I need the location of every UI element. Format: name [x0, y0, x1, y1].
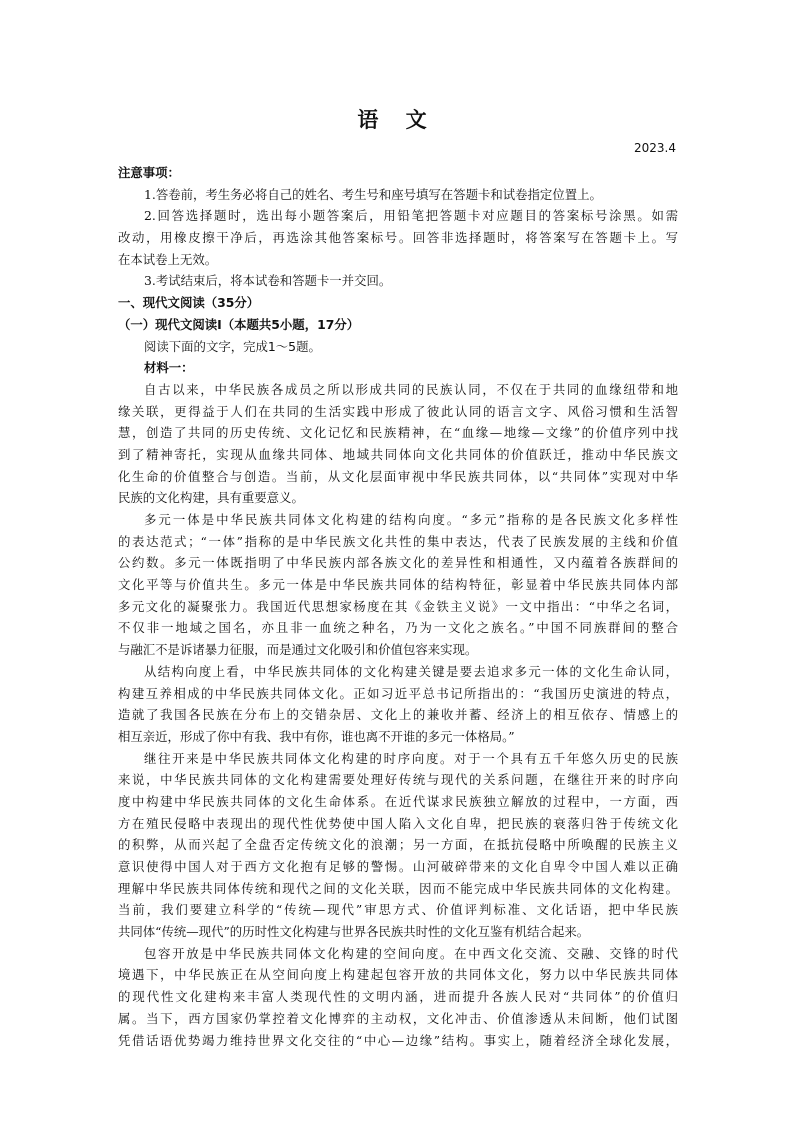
text-line: 材料一： — [144, 360, 194, 376]
text-line: 继往开来是中华民族共同体文化构建的时序向度。对于一个具有五千年悠久历史的民族 — [144, 750, 678, 766]
text-line: 的积弊，从而兴起了全盘否定传统文化的浪潮；另一方面，在抵抗侵略中所唤醒的民族主义 — [118, 837, 678, 853]
text-line: 注意事项： — [118, 165, 180, 180]
text-line: （一）现代文阅读Ⅰ（本题共5小题，17分） — [118, 316, 360, 332]
text-line: 在本试卷上无效。 — [118, 251, 218, 267]
text-line: 意识使得中国人对于西方文化抱有足够的警惕。山河破碎带来的文化自卑令中国人难以正确 — [118, 859, 678, 874]
text-line: 度中构建中华民族共同体的文化生命体系。在近代谋求民族独立解放的过程中，一方面，西 — [118, 793, 678, 809]
text-line: 1.答卷前，考生务必将自己的姓名、考生号和座号填写在答题卡和试卷指定位置上。 — [144, 186, 602, 202]
text-line: 构建互养相成的中华民族共同体文化。正如习近平总书记所指出的：“我国历史演进的特点， — [118, 685, 678, 701]
text-line: 缘关联，更得益于人们在共同的生活实践中形成了彼此认同的语言文字、风俗习惯和生活智 — [118, 403, 678, 419]
text-line: 多元一体是中华民族共同体文化构建的结构向度。“多元”指称的是各民族文化多样性 — [144, 512, 678, 527]
text-line: 文化平等与价值共生。多元一体是中华民族共同体的结构特征，彰显着中华民族共同体内部 — [118, 577, 678, 593]
text-line: 境遇下，中华民族正在从空间向度上构建起包容开放的共同体文化，努力以中华民族共同体 — [118, 967, 678, 983]
text-line: 属。当下，西方国家仍掌控着文化博弈的主动权，文化冲击、价值渗透从未间断，他们试图 — [118, 1010, 678, 1026]
text-line: 自古以来，中华民族各成员之所以形成共同的民族认同，不仅在于共同的血缘纽带和地 — [144, 381, 678, 397]
text-line: 一、现代文阅读（35分） — [118, 295, 260, 311]
text-line: 不仅非一地域之国名，亦且非一血统之种名，乃为一文化之族名。”中国不同族群间的整合 — [118, 620, 678, 636]
text-line: 公约数。多元一体既指明了中华民族内部各族文化的差异性和相通性，又内蕴着各族群间的 — [118, 555, 678, 571]
text-line: 从结构向度上看，中华民族共同体的文化构建关键是要去追求多元一体的文化生命认同， — [144, 663, 678, 679]
text-line: 化生命的价值整合与创造。当前，从文化层面审视中华民族共同体，以“共同体”实现对中华 — [118, 468, 678, 484]
text-line: 包容开放是中华民族共同体文化构建的空间向度。在中西文化交流、交融、交锋的时代 — [144, 945, 678, 961]
text-line: 的现代性文化建构来丰富人类现代性的文明内涵，进而提升各族人民对“共同体”的价值归 — [118, 989, 678, 1005]
text-line: 到了精神寄托，实现从血缘共同体、地域共同体向文化共同体的价值跃迁，推动中华民族文 — [118, 446, 678, 462]
text-line: 造就了我国各民族在分布上的交错杂居、文化上的兼收并蓄、经济上的相互依存、情感上的 — [118, 707, 678, 723]
text-line: 凭借话语优势竭力维持世界文化交往的“中心—边缘”结构。事实上，随着经济全球化发展， — [118, 1032, 678, 1048]
text-line: 3.考试结束后，将本试卷和答题卡一并交回。 — [144, 273, 392, 289]
text-line: 方在殖民侵略中表现出的现代性优势使中国人陷入文化自卑，把民族的衰落归咎于传统文化 — [118, 815, 678, 831]
text-line: 慧，创造了共同的历史传统、文化记忆和民族精神，在“血缘—地缘—文缘”的价值序列中找 — [118, 425, 678, 441]
text-line: 与融汇不是诉诸暴力征服，而是通过文化吸引和价值包容来实现。 — [118, 642, 478, 658]
document-body — [118, 162, 678, 1051]
text-line: 多元文化的凝聚张力。我国近代思想家杨度在其《金铁主义说》一文中指出：“中华之名词， — [118, 598, 678, 614]
text-line: 民族的文化构建，具有重要意义。 — [118, 490, 304, 506]
exam-date: 2023.4 — [634, 141, 676, 155]
text-line: 当前，我们要建立科学的“传统—现代”审思方式、价值评判标准、文化话语，把中华民族 — [118, 902, 678, 918]
text-line: 改动，用橡皮擦干净后，再选涂其他答案标号。回答非选择题时，将答案写在答题卡上。写 — [118, 230, 678, 246]
text-line: 2.回答选择题时，选出每小题答案后，用铅笔把答题卡对应题目的答案标号涂黑。如需 — [144, 208, 678, 224]
document-title: 语 文 — [357, 108, 437, 132]
text-line: 相互亲近，形成了你中有我、我中有你，谁也离不开谁的多元一体格局。” — [118, 728, 515, 744]
text-line: 理解中华民族共同体传统和现代之间的文化关联，因而不能完成中华民族共同体的文化构建。 — [118, 880, 678, 896]
text-line: 阅读下面的文字，完成1～5题。 — [144, 338, 321, 354]
text-line: 来说，中华民族共同体的文化构建需要处理好传统与现代的关系问题，在继往开来的时序向 — [118, 772, 678, 788]
text-line: 的表达范式；“一体”指称的是中华民族文化共性的集中表达，代表了民族发展的主线和价值 — [118, 533, 678, 549]
text-line: 共同体“传统—现代”的历时性文化构建与世界各民族共时性的文化互鉴有机结合起来。 — [118, 924, 590, 940]
